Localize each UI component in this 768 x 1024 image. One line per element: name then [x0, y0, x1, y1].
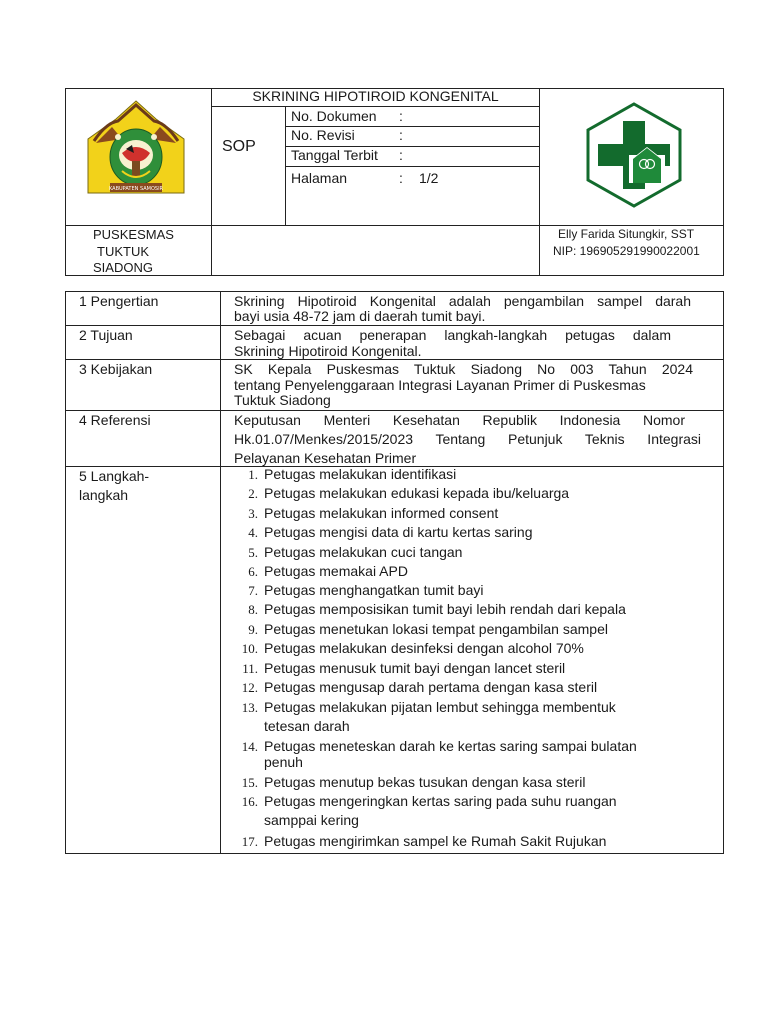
section-tujuan-line1: Sebagai acuan penerapan langkah-langkah petugas dalam	[234, 327, 671, 343]
step-text: Petugas melakukan edukasi kepada ibu/keluarga	[264, 485, 570, 501]
step-text: Petugas memakai APD	[264, 563, 408, 579]
step-number: 17.	[241, 834, 258, 849]
field-halaman-colon: :	[399, 170, 403, 186]
step-text: Petugas melakukan desinfeksi dengan alcohol 70%	[264, 640, 584, 656]
step-text: Petugas melakukan informed consent	[264, 505, 499, 521]
step-number: 10.	[241, 641, 258, 656]
section-kebijakan-label: 3 Kebijakan	[79, 361, 153, 377]
step-text: Petugas menusuk tumit bayi dengan lancet steril	[264, 660, 566, 676]
kabupaten-samosir-emblem	[86, 97, 186, 205]
step-number: 7.	[248, 583, 258, 598]
step-text: Petugas mengisi data di kartu kertas saring	[264, 524, 533, 540]
step-number: 12.	[241, 680, 258, 695]
step-text: Petugas melakukan identifikasi	[264, 466, 457, 482]
emblem-caption: KABUPATEN SAMOSIR	[108, 186, 164, 192]
step-number: 14.	[241, 739, 258, 754]
step-number: 11.	[242, 661, 258, 676]
field-halaman-label: Halaman	[291, 170, 348, 186]
field-halaman-value: 1/2	[419, 170, 439, 186]
section-referensi-line3: Pelayanan Kesehatan Primer	[234, 450, 417, 466]
step-number: 1.	[248, 467, 258, 482]
step-text: Petugas mengeringkan kertas saring pada suhu ruangan	[264, 793, 617, 809]
section-pengertian-line2: bayi usia 48-72 jam di daerah tumit bayi.	[234, 308, 486, 324]
step-text: Petugas memposisikan tumit bayi lebih rendah dari kepala	[264, 601, 626, 617]
section-pengertian-label: 1 Pengertian	[79, 293, 159, 309]
field-no-dokumen-label: No. Dokumen	[291, 108, 377, 124]
section-kebijakan-line1: SK Kepala Puskesmas Tuktuk Siadong No 003 Tahun 2024	[234, 361, 693, 377]
step-number: 5.	[248, 545, 258, 560]
step-number: 3.	[248, 506, 258, 521]
step-number: 4.	[248, 525, 258, 540]
step-text-continued: penuh	[264, 754, 303, 770]
section-langkah-label-line1: 5 Langkah-	[79, 468, 150, 484]
step-text: Petugas menetukan lokasi tempat pengambilan sampel	[264, 621, 608, 637]
step-text: Petugas melakukan pijatan lembut sehingga membentuk	[264, 699, 616, 715]
step-number: 13.	[241, 700, 258, 715]
section-referensi-line2: Hk.01.07/Menkes/2015/2023 Tentang Petunjuk Teknis Integrasi	[234, 431, 701, 447]
signer-name: Elly Farida Situngkir, SST	[558, 227, 695, 241]
step-number: 15.	[241, 775, 258, 790]
step-number: 9.	[248, 622, 258, 637]
step-text: Petugas menghangatkan tumit bayi	[264, 582, 484, 598]
step-text-continued: samppai kering	[264, 812, 359, 828]
field-tanggal-terbit-label: Tanggal Terbit	[291, 147, 378, 163]
step-text: Petugas menutup bekas tusukan dengan kasa steril	[264, 774, 586, 790]
section-langkah-label-line2: langkah	[79, 487, 129, 503]
signer-nip: NIP: 196905291990022001	[553, 244, 700, 258]
step-text: Petugas mengirimkan sampel ke Rumah Sakit Rujukan	[264, 833, 607, 849]
section-kebijakan-line3: Tuktuk Siadong	[234, 392, 331, 408]
step-text: Petugas mengusap darah pertama dengan kasa steril	[264, 679, 598, 695]
org-name-line1: PUSKESMAS	[93, 227, 174, 242]
org-name-line3: SIADONG	[93, 260, 153, 275]
section-tujuan-line2: Skrining Hipotiroid Kongenital.	[234, 343, 422, 359]
step-text: Petugas meneteskan darah ke kertas saring sampai bulatan	[264, 738, 637, 754]
field-tanggal-terbit-colon: :	[399, 147, 403, 163]
org-name-line2: TUKTUK	[97, 244, 149, 259]
field-no-revisi-label: No. Revisi	[291, 127, 355, 143]
field-no-dokumen-colon: :	[399, 108, 403, 124]
section-referensi-line1: Keputusan Menteri Kesehatan Republik Indonesia Nomor	[234, 412, 685, 428]
step-text-continued: tetesan darah	[264, 718, 350, 734]
section-referensi-label: 4 Referensi	[79, 412, 151, 428]
puskesmas-logo-icon	[583, 101, 685, 209]
section-pengertian-line1: Skrining Hipotiroid Kongenital adalah pengambilan sampel darah	[234, 293, 691, 309]
step-number: 6.	[248, 564, 258, 579]
section-kebijakan-line2: tentang Penyelenggaraan Integrasi Layanan Primer di Puskesmas	[234, 377, 646, 393]
step-number: 8.	[248, 602, 258, 617]
field-no-revisi-colon: :	[399, 127, 403, 143]
document-title: SKRINING HIPOTIROID KONGENITAL	[252, 88, 499, 104]
step-number: 16.	[241, 794, 258, 809]
sop-label: SOP	[222, 138, 256, 155]
step-number: 2.	[248, 486, 258, 501]
step-text: Petugas melakukan cuci tangan	[264, 544, 463, 560]
section-tujuan-label: 2 Tujuan	[79, 327, 133, 343]
